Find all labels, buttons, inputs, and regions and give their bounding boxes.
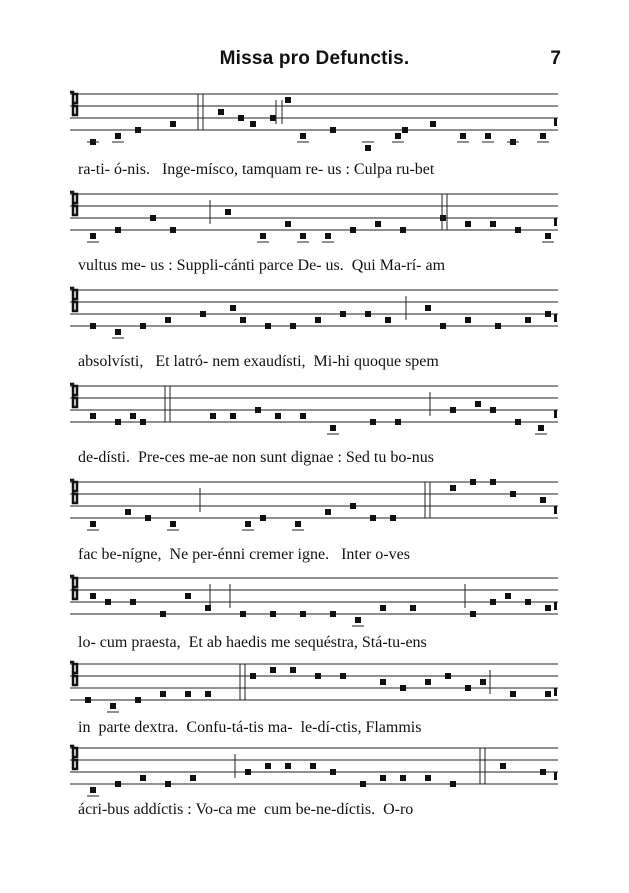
neume-punctum (260, 515, 266, 521)
staff-5 (70, 478, 558, 538)
neume-punctum (265, 763, 271, 769)
neume-punctum (490, 407, 496, 413)
neume-punctum (110, 703, 116, 709)
neume-punctum (275, 413, 281, 419)
neume-punctum (355, 617, 361, 623)
neume-punctum (445, 673, 451, 679)
neume-punctum (545, 691, 551, 697)
neume-punctum (370, 419, 376, 425)
neume-punctum (385, 317, 391, 323)
neume-punctum (485, 133, 491, 139)
custos-icon (554, 314, 557, 322)
neume-punctum (90, 521, 96, 527)
c-clef-icon (70, 92, 77, 115)
neume-punctum (230, 413, 236, 419)
lyric-line: in parte dextra. Confu-tá-tis ma- le-dí-ctis, Flammis (78, 719, 422, 736)
neume-punctum (115, 419, 121, 425)
neume-punctum (380, 679, 386, 685)
neume-punctum (515, 419, 521, 425)
neume-punctum (90, 593, 96, 599)
staff-7 (70, 660, 558, 720)
neume-punctum (440, 215, 446, 221)
neume-punctum (400, 775, 406, 781)
neume-punctum (515, 227, 521, 233)
staff-3 (70, 286, 558, 346)
c-clef-icon (70, 384, 77, 407)
neume-punctum (170, 521, 176, 527)
neume-punctum (465, 685, 471, 691)
neume-punctum (160, 691, 166, 697)
neume-punctum (330, 127, 336, 133)
neume-punctum (170, 227, 176, 233)
neume-punctum (185, 593, 191, 599)
neume-punctum (270, 115, 276, 121)
neume-punctum (115, 227, 121, 233)
lyric-line: vultus me- us : Suppli-cánti parce De- us. Qui Ma-rí- am (78, 257, 446, 274)
lyric-line: fac be-nígne, Ne per-énni cremer igne. Inter o-ves (78, 546, 410, 563)
neume-punctum (135, 697, 141, 703)
neume-punctum (115, 781, 121, 787)
neume-punctum (395, 419, 401, 425)
neume-punctum (540, 769, 546, 775)
neume-punctum (238, 115, 244, 121)
staff-8 (70, 744, 558, 804)
neume-punctum (115, 329, 121, 335)
neume-punctum (300, 611, 306, 617)
page-number: 7 (550, 48, 561, 69)
neume-punctum (290, 323, 296, 329)
neume-punctum (165, 781, 171, 787)
neume-punctum (325, 509, 331, 515)
neume-punctum (400, 685, 406, 691)
neume-punctum (538, 425, 544, 431)
c-clef-icon (70, 288, 77, 311)
neume-punctum (380, 775, 386, 781)
c-clef-icon (70, 480, 77, 503)
neume-punctum (510, 691, 516, 697)
lyric-line: ácri-bus addíctis : Vo-ca me cum be-ne-díctis. O-ro (78, 801, 414, 818)
neume-punctum (160, 611, 166, 617)
neume-punctum (490, 599, 496, 605)
neume-punctum (470, 479, 476, 485)
neume-punctum (210, 413, 216, 419)
neume-punctum (380, 605, 386, 611)
page-title: Missa pro Defunctis. (219, 48, 410, 69)
neume-punctum (340, 673, 346, 679)
neume-punctum (350, 227, 356, 233)
neume-punctum (145, 515, 151, 521)
neume-punctum (165, 317, 171, 323)
neume-punctum (300, 413, 306, 419)
neume-punctum (90, 787, 96, 793)
neume-punctum (240, 611, 246, 617)
custos-icon (554, 688, 557, 696)
neume-punctum (140, 775, 146, 781)
neume-punctum (475, 401, 481, 407)
lyric-line: ra-ti- ó-nis. Inge-mísco, tamquam re- us : Culpa ru-bet (78, 161, 435, 178)
neume-punctum (240, 317, 246, 323)
neume-punctum (370, 515, 376, 521)
staff-4 (70, 382, 558, 442)
neume-punctum (470, 611, 476, 617)
neume-punctum (90, 233, 96, 239)
staff-1 (70, 90, 558, 150)
neume-punctum (285, 97, 291, 103)
neume-punctum (218, 109, 224, 115)
neume-punctum (540, 497, 546, 503)
neume-punctum (85, 697, 91, 703)
neume-punctum (230, 305, 236, 311)
neume-punctum (260, 233, 266, 239)
neume-punctum (115, 133, 121, 139)
neume-punctum (465, 317, 471, 323)
neume-punctum (185, 691, 191, 697)
neume-punctum (290, 667, 296, 673)
neume-punctum (340, 311, 346, 317)
neume-punctum (545, 605, 551, 611)
neume-punctum (330, 425, 336, 431)
neume-punctum (140, 323, 146, 329)
lyric-line: de-dísti. Pre-ces me-ae non sunt dignae : Sed tu bo-nus (78, 449, 434, 466)
neume-punctum (390, 515, 396, 521)
lyric-line: lo- cum praesta, Et ab haedis me sequéstra, Stá-tu-ens (78, 634, 427, 651)
neume-punctum (245, 521, 251, 527)
neume-punctum (425, 775, 431, 781)
neume-punctum (325, 233, 331, 239)
neume-punctum (245, 769, 251, 775)
neume-punctum (525, 599, 531, 605)
neume-punctum (525, 317, 531, 323)
neume-punctum (285, 221, 291, 227)
neume-punctum (250, 673, 256, 679)
custos-icon (554, 118, 557, 126)
neume-punctum (365, 311, 371, 317)
neume-punctum (90, 413, 96, 419)
c-clef-icon (70, 746, 77, 769)
neume-punctum (205, 691, 211, 697)
neume-punctum (465, 221, 471, 227)
neume-punctum (140, 419, 146, 425)
neume-punctum (295, 521, 301, 527)
neume-punctum (500, 763, 506, 769)
neume-punctum (510, 491, 516, 497)
neume-punctum (270, 611, 276, 617)
neume-punctum (480, 679, 486, 685)
neume-punctum (490, 221, 496, 227)
custos-icon (554, 772, 557, 780)
neume-punctum (300, 233, 306, 239)
neume-punctum (150, 215, 156, 221)
neume-punctum (450, 781, 456, 787)
neume-punctum (400, 227, 406, 233)
neume-punctum (310, 763, 316, 769)
c-clef-icon (70, 576, 77, 599)
neume-punctum (425, 305, 431, 311)
lyric-line: absolvísti, Et latró- nem exaudísti, Mi-hi quoque spem (78, 353, 439, 370)
neume-punctum (130, 413, 136, 419)
neume-punctum (125, 509, 131, 515)
neume-punctum (375, 221, 381, 227)
neume-punctum (365, 145, 371, 151)
neume-punctum (425, 679, 431, 685)
neume-punctum (200, 311, 206, 317)
custos-icon (554, 506, 557, 514)
neume-punctum (402, 127, 408, 133)
neume-punctum (395, 133, 401, 139)
neume-punctum (90, 323, 96, 329)
neume-punctum (250, 121, 256, 127)
neume-punctum (545, 233, 551, 239)
neume-punctum (135, 127, 141, 133)
neume-punctum (285, 763, 291, 769)
neume-punctum (545, 311, 551, 317)
neume-punctum (330, 769, 336, 775)
neume-punctum (270, 667, 276, 673)
neume-punctum (225, 209, 231, 215)
c-clef-icon (70, 662, 77, 685)
neume-punctum (360, 781, 366, 787)
staff-2 (70, 190, 558, 250)
custos-icon (554, 602, 557, 610)
neume-punctum (130, 599, 136, 605)
neume-punctum (300, 133, 306, 139)
neume-punctum (440, 323, 446, 329)
staff-6 (70, 574, 558, 634)
neume-punctum (265, 323, 271, 329)
neume-punctum (255, 407, 261, 413)
neume-punctum (350, 503, 356, 509)
neume-punctum (460, 133, 466, 139)
neume-punctum (430, 121, 436, 127)
neume-punctum (450, 407, 456, 413)
neume-punctum (490, 479, 496, 485)
neume-punctum (315, 317, 321, 323)
neume-punctum (495, 323, 501, 329)
c-clef-icon (70, 192, 77, 215)
neume-punctum (505, 593, 511, 599)
neume-punctum (410, 605, 416, 611)
custos-icon (554, 218, 557, 226)
neume-punctum (190, 775, 196, 781)
neume-punctum (450, 485, 456, 491)
neume-punctum (330, 611, 336, 617)
neume-punctum (170, 121, 176, 127)
neume-punctum (105, 599, 111, 605)
neume-punctum (315, 673, 321, 679)
custos-icon (554, 410, 557, 418)
neume-punctum (540, 133, 546, 139)
